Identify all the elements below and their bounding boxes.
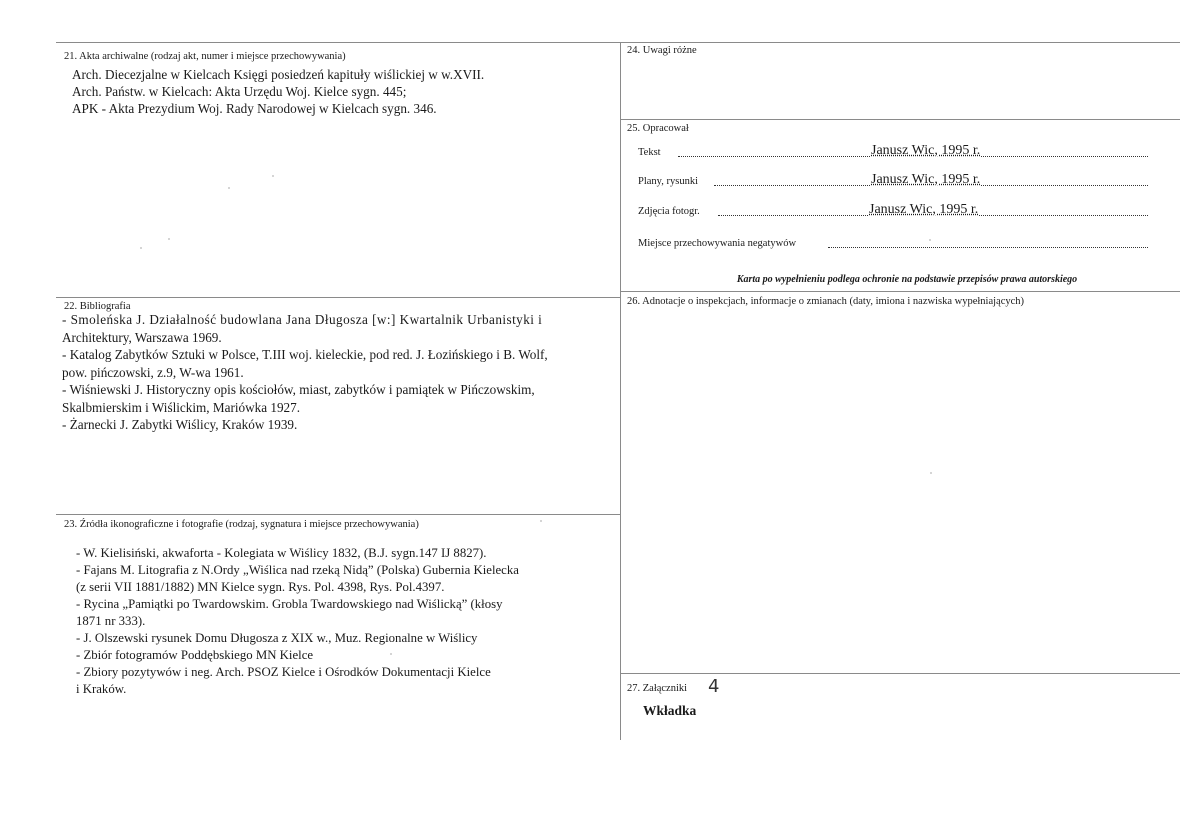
- iconography-line: - W. Kielisiński, akwaforta - Kolegiata w Wiślicy 1832, (B.J. sygn.147 IJ 8827).: [76, 546, 487, 560]
- left-low-divider: [56, 514, 620, 515]
- handwritten-attachment-count: 4: [708, 676, 720, 697]
- bibliography-line: - Katalog Zabytków Sztuki w Polsce, T.III woj. kieleckie, pod red. J. Łozińskiego i B. Wolf,: [62, 347, 548, 362]
- section-27-title: 27. Załączniki: [627, 683, 688, 694]
- scan-speck: [140, 247, 142, 249]
- section-26-title: 26. Adnotacje o inspekcjach, informacje o zmianach (daty, imiona i nazwiska wypełniających): [627, 296, 1025, 307]
- scan-speck: [929, 239, 931, 241]
- section-27-value: Wkładka: [643, 703, 697, 718]
- archive-line: APK - Akta Prezydium Woj. Rady Narodowej w Kielcach sygn. 346.: [72, 101, 437, 116]
- section-21-title: 21. Akta archiwalne (rodzaj akt, numer i miejsce przechowywania): [64, 51, 346, 62]
- archive-line: Arch. Państw. w Kielcach: Akta Urzędu Woj. Kielce sygn. 445;: [72, 84, 407, 99]
- scan-speck: [390, 653, 392, 655]
- scan-speck: [272, 175, 274, 177]
- iconography-line: - Zbiór fotogramów Poddębskiego MN Kielce: [76, 648, 314, 662]
- iconography-line: - Rycina „Pamiątki po Twardowskim. Grobla Twardowskiego nad Wiślicką” (kłosy: [76, 597, 503, 611]
- archive-line: Arch. Diecezjalne w Kielcach Księgi posiedzeń kapituły wiślickiej w w.XVII.: [72, 67, 485, 82]
- scan-speck: [228, 187, 230, 189]
- author-row-plans: [638, 173, 1148, 189]
- scan-speck: [540, 520, 542, 522]
- iconography-line: (z serii VII 1881/1882) MN Kielce sygn. Rys. Pol. 4398, Rys. Pol.4397.: [76, 580, 445, 594]
- section-22-title: 22. Bibliografia: [64, 301, 131, 312]
- center-divider: [620, 42, 621, 740]
- iconography-line: - Fajans M. Litografia z N.Ordy „Wiślica nad rzeką Nidą” (Polska) Gubernia Kielecka: [76, 563, 519, 577]
- author-row-value: Janusz Wic, 1995 r.: [871, 143, 981, 158]
- bibliography-line: Skalbmierskim i Wiślickim, Mariówka 1927.: [62, 399, 301, 415]
- right-top-divider: [620, 119, 1180, 120]
- section-23-body: [76, 545, 519, 698]
- section-23-title: 23. Źródła ikonograficzne i fotografie (rodzaj, sygnatura i miejsce przechowywania): [64, 519, 419, 530]
- author-row-label: Tekst: [638, 147, 661, 158]
- scan-speck: [930, 472, 932, 474]
- iconography-line: - J. Olszewski rysunek Domu Długosza z XIX w., Muz. Regionalne w Wiślicy: [76, 631, 478, 645]
- author-row-label: Plany, rysunki: [638, 176, 698, 187]
- author-row-value: Janusz Wic, 1995 r.: [869, 202, 979, 217]
- iconography-line: i Kraków.: [76, 682, 127, 696]
- author-row-negatives: [638, 235, 1148, 251]
- left-mid-divider: [56, 297, 620, 298]
- section-22-body: [62, 311, 548, 434]
- right-mid-divider: [620, 291, 1180, 292]
- section-21-body: [72, 66, 484, 117]
- dotted-line: [828, 247, 1148, 248]
- copyright-notice: Karta po wypełnieniu podlega ochronie na podstawie przepisów prawa autorskiego: [736, 274, 1078, 285]
- author-row-photos: [638, 203, 1148, 219]
- bibliography-line: - Wiśniewski J. Historyczny opis kościołów, miast, zabytków i pamiątek w Pińczowskim,: [62, 382, 535, 397]
- author-row-label: Miejsce przechowywania negatywów: [638, 238, 797, 249]
- section-25-title: 25. Opracował: [627, 123, 689, 134]
- author-row-label: Zdjęcia fotogr.: [638, 206, 700, 217]
- section-24-title: 24. Uwagi różne: [627, 45, 697, 56]
- bibliography-line: - Żarnecki J. Zabytki Wiślicy, Kraków 1939.: [62, 417, 298, 432]
- author-row-text: [638, 144, 1148, 160]
- bibliography-line: - Smoleńska J. Działalność budowlana Jana Długosza [w:] Kwartalnik Urbanistyki i: [62, 312, 543, 327]
- top-border: [56, 42, 1180, 43]
- iconography-line: - Zbiory pozytywów i neg. Arch. PSOZ Kielce i Ośrodków Dokumentacji Kielce: [76, 665, 491, 679]
- bibliography-line: pow. pińczowski, z.9, W-wa 1961.: [62, 364, 244, 380]
- right-low-divider: [620, 673, 1180, 674]
- iconography-line: 1871 nr 333).: [76, 614, 146, 628]
- scan-speck: [168, 238, 170, 240]
- author-row-value: Janusz Wic, 1995 r.: [871, 172, 981, 187]
- bibliography-line: Architektury, Warszawa 1969.: [62, 329, 222, 345]
